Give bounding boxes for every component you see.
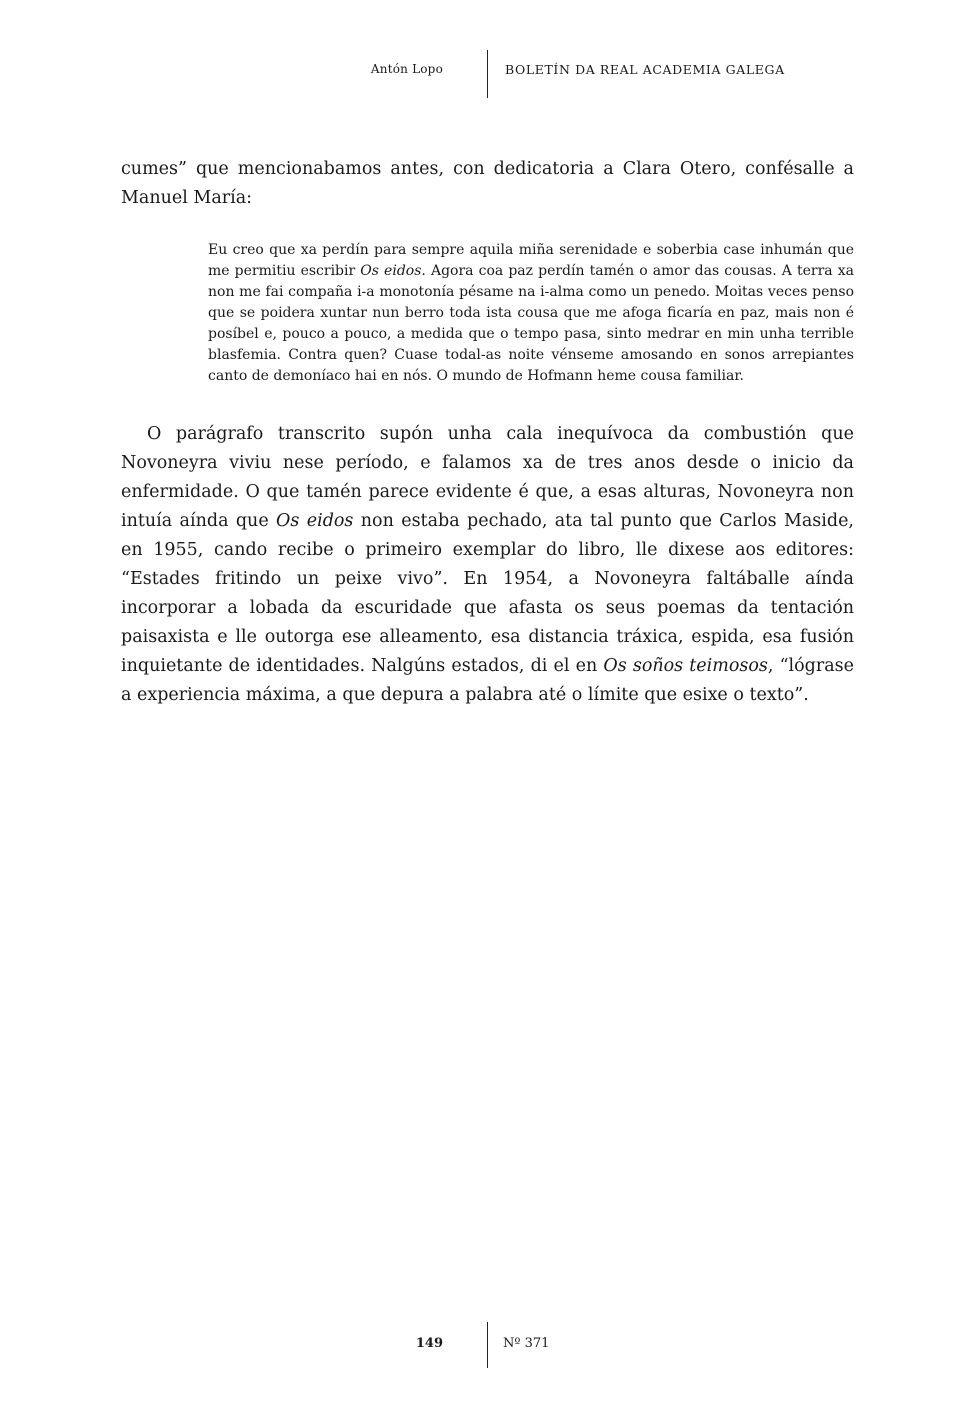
main-paragraph	[121, 420, 854, 710]
lead-paragraph: cumes” que mencionabamos antes, con dedicatoria a Clara Otero, confésalle a Manuel María:	[121, 159, 854, 208]
main-text-2: non estaba pechado, ata tal punto que Carlos Maside, en 1955, cando recibe o primeiro exemplar do libro, lle dixese aos editores: “Estades fritindo un peixe vivo”. En 1954, a Novoneyra faltáballe aínda incorporar a lobada da escuridade que afasta os seus poemas da tentación paisaxista e lle outorga ese alleamento, esa distancia tráxica, espida, esa fusión inquietante de identidades. Nalgúns estados, di el en	[121, 511, 854, 676]
header-journal-title: BOLETÍN DA REAL ACADEMIA GALEGA	[505, 62, 785, 77]
quote-text-2: . Agora coa paz perdín tamén o amor das cousas. A terra xa non me fai compaña i-a monotonía pésame na i-alma como un penedo. Moitas veces penso que se poidera xuntar nun berro toda ista cousa que me afoga ficaría en paz, mais non é posíbel e, pouco a pouco, a medida que o tempo pasa, sinto medrar en min unha terrible blasfemia. Contra quen? Cuase todal-as noite vénseme amosando en sonos arrepiantes canto de demoníaco hai en nós. O mundo de Hofmann heme cousa familiar.	[208, 263, 854, 384]
quote-book-title: Os eidos	[360, 263, 422, 279]
issue-number: Nº 371	[503, 1336, 550, 1351]
main-text-1: O parágrafo transcrito supón unha cala inequívoca da combustión que Novoneyra viviu nese período, e falamos xa de tres anos desde o inicio da enfermidade. O que tamén parece evidente é que, a esas alturas, Novoneyra non intuía aínda que	[121, 424, 854, 531]
main-text-3: , “lógrase a experiencia máxima, a que depura a palabra até o límite que esixe o texto”.	[121, 656, 855, 705]
quote-text-1: Eu creo que xa perdín para sempre aquila miña serenidade e soberbia case inhumán que me permitiu escribir	[208, 242, 854, 279]
footer-divider	[487, 1322, 488, 1368]
main-book-title-2: Os soños teimosos	[603, 656, 768, 676]
page-number: 149	[415, 1336, 443, 1351]
page-footer	[0, 1322, 975, 1372]
header-author: Antón Lopo	[370, 62, 443, 76]
header-divider	[487, 50, 488, 98]
main-book-title-1: Os eidos	[276, 511, 354, 531]
block-quote	[208, 240, 854, 387]
running-header	[0, 50, 975, 100]
